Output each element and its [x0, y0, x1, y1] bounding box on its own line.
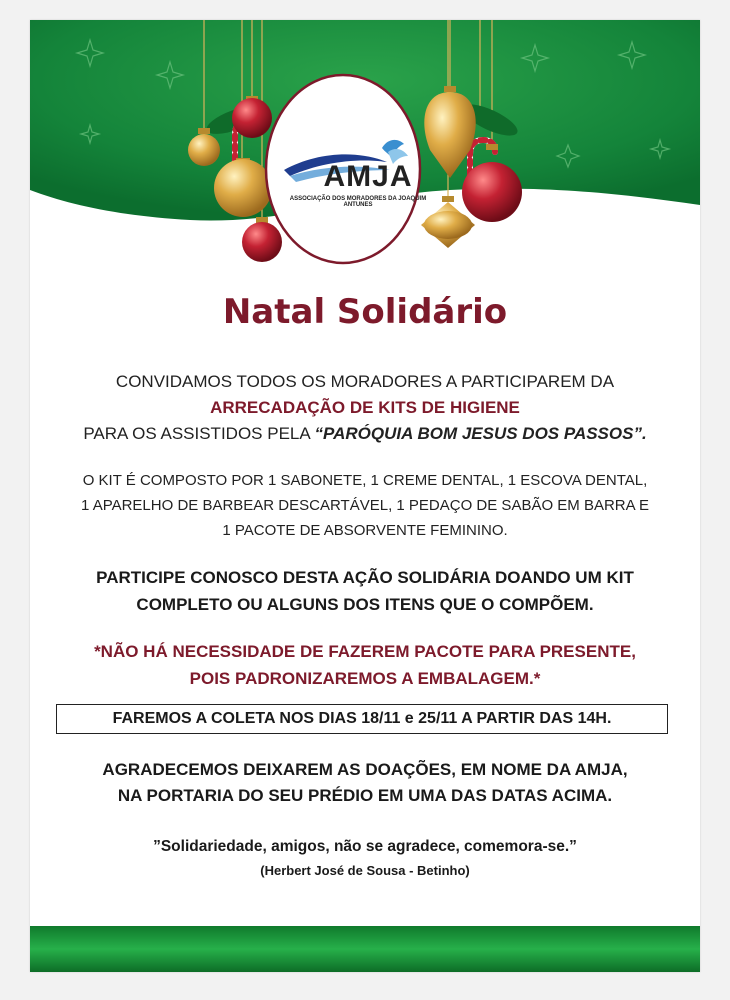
invite-line-3-prefix: PARA OS ASSISTIDOS PELA [83, 424, 310, 443]
notice-line-2: POIS PADRONIZAREMOS A EMBALAGEM.* [189, 669, 541, 688]
invite-highlight: ARRECADAÇÃO DE KITS DE HIGIENE [210, 398, 520, 417]
parish-name: “PARÓQUIA BOM JESUS DOS PASSOS”. [314, 424, 647, 443]
invite-line-2 [30, 398, 700, 418]
quote: ”Solidariedade, amigos, não se agradece, comemora-se.” [153, 838, 577, 855]
thanks-line-2: NA PORTARIA DO SEU PRÉDIO EM UMA DAS DATAS ACIMA. [117, 786, 613, 805]
kit-line-3: 1 PACOTE DE ABSORVENTE FEMININO. [222, 522, 508, 539]
invite-line-3 [30, 424, 700, 444]
page-title: Natal Solidário [222, 292, 508, 332]
invite-line-1: CONVIDAMOS TODOS OS MORADORES A PARTICIPAREM DA [115, 372, 615, 391]
notice-line-1: *NÃO HÁ NECESSIDADE DE FAZEREM PACOTE PARA PRESENTE, [94, 642, 636, 661]
kit-line-1: O KIT É COMPOSTO POR 1 SABONETE, 1 CREME DENTAL, 1 ESCOVA DENTAL, [82, 472, 648, 489]
flyer-page [30, 20, 700, 972]
quote-author: (Herbert José de Sousa - Betinho) [260, 863, 470, 878]
kit-line-2: 1 APARELHO DE BARBEAR DESCARTÁVEL, 1 PEDAÇO DE SABÃO EM BARRA E [81, 497, 649, 514]
logo-name: AMJA [323, 160, 413, 193]
logo-subtitle: ASSOCIAÇÃO DOS MORADORES DA JOAQUIM ANTUNES [289, 196, 427, 208]
collection-dates-box: FAREMOS A COLETA NOS DIAS 18/11 e 25/11 A PARTIR DAS 14H. [56, 704, 668, 734]
participate-line-1: PARTICIPE CONOSCO DESTA AÇÃO SOLIDÁRIA DOANDO UM KIT [96, 568, 634, 587]
thanks-line-1: AGRADECEMOS DEIXAREM AS DOAÇÕES, EM NOME DA AMJA, [102, 760, 628, 779]
green-footer-band [30, 926, 700, 972]
participate-line-2: COMPLETO OU ALGUNS DOS ITENS QUE O COMPÕEM. [136, 595, 594, 614]
